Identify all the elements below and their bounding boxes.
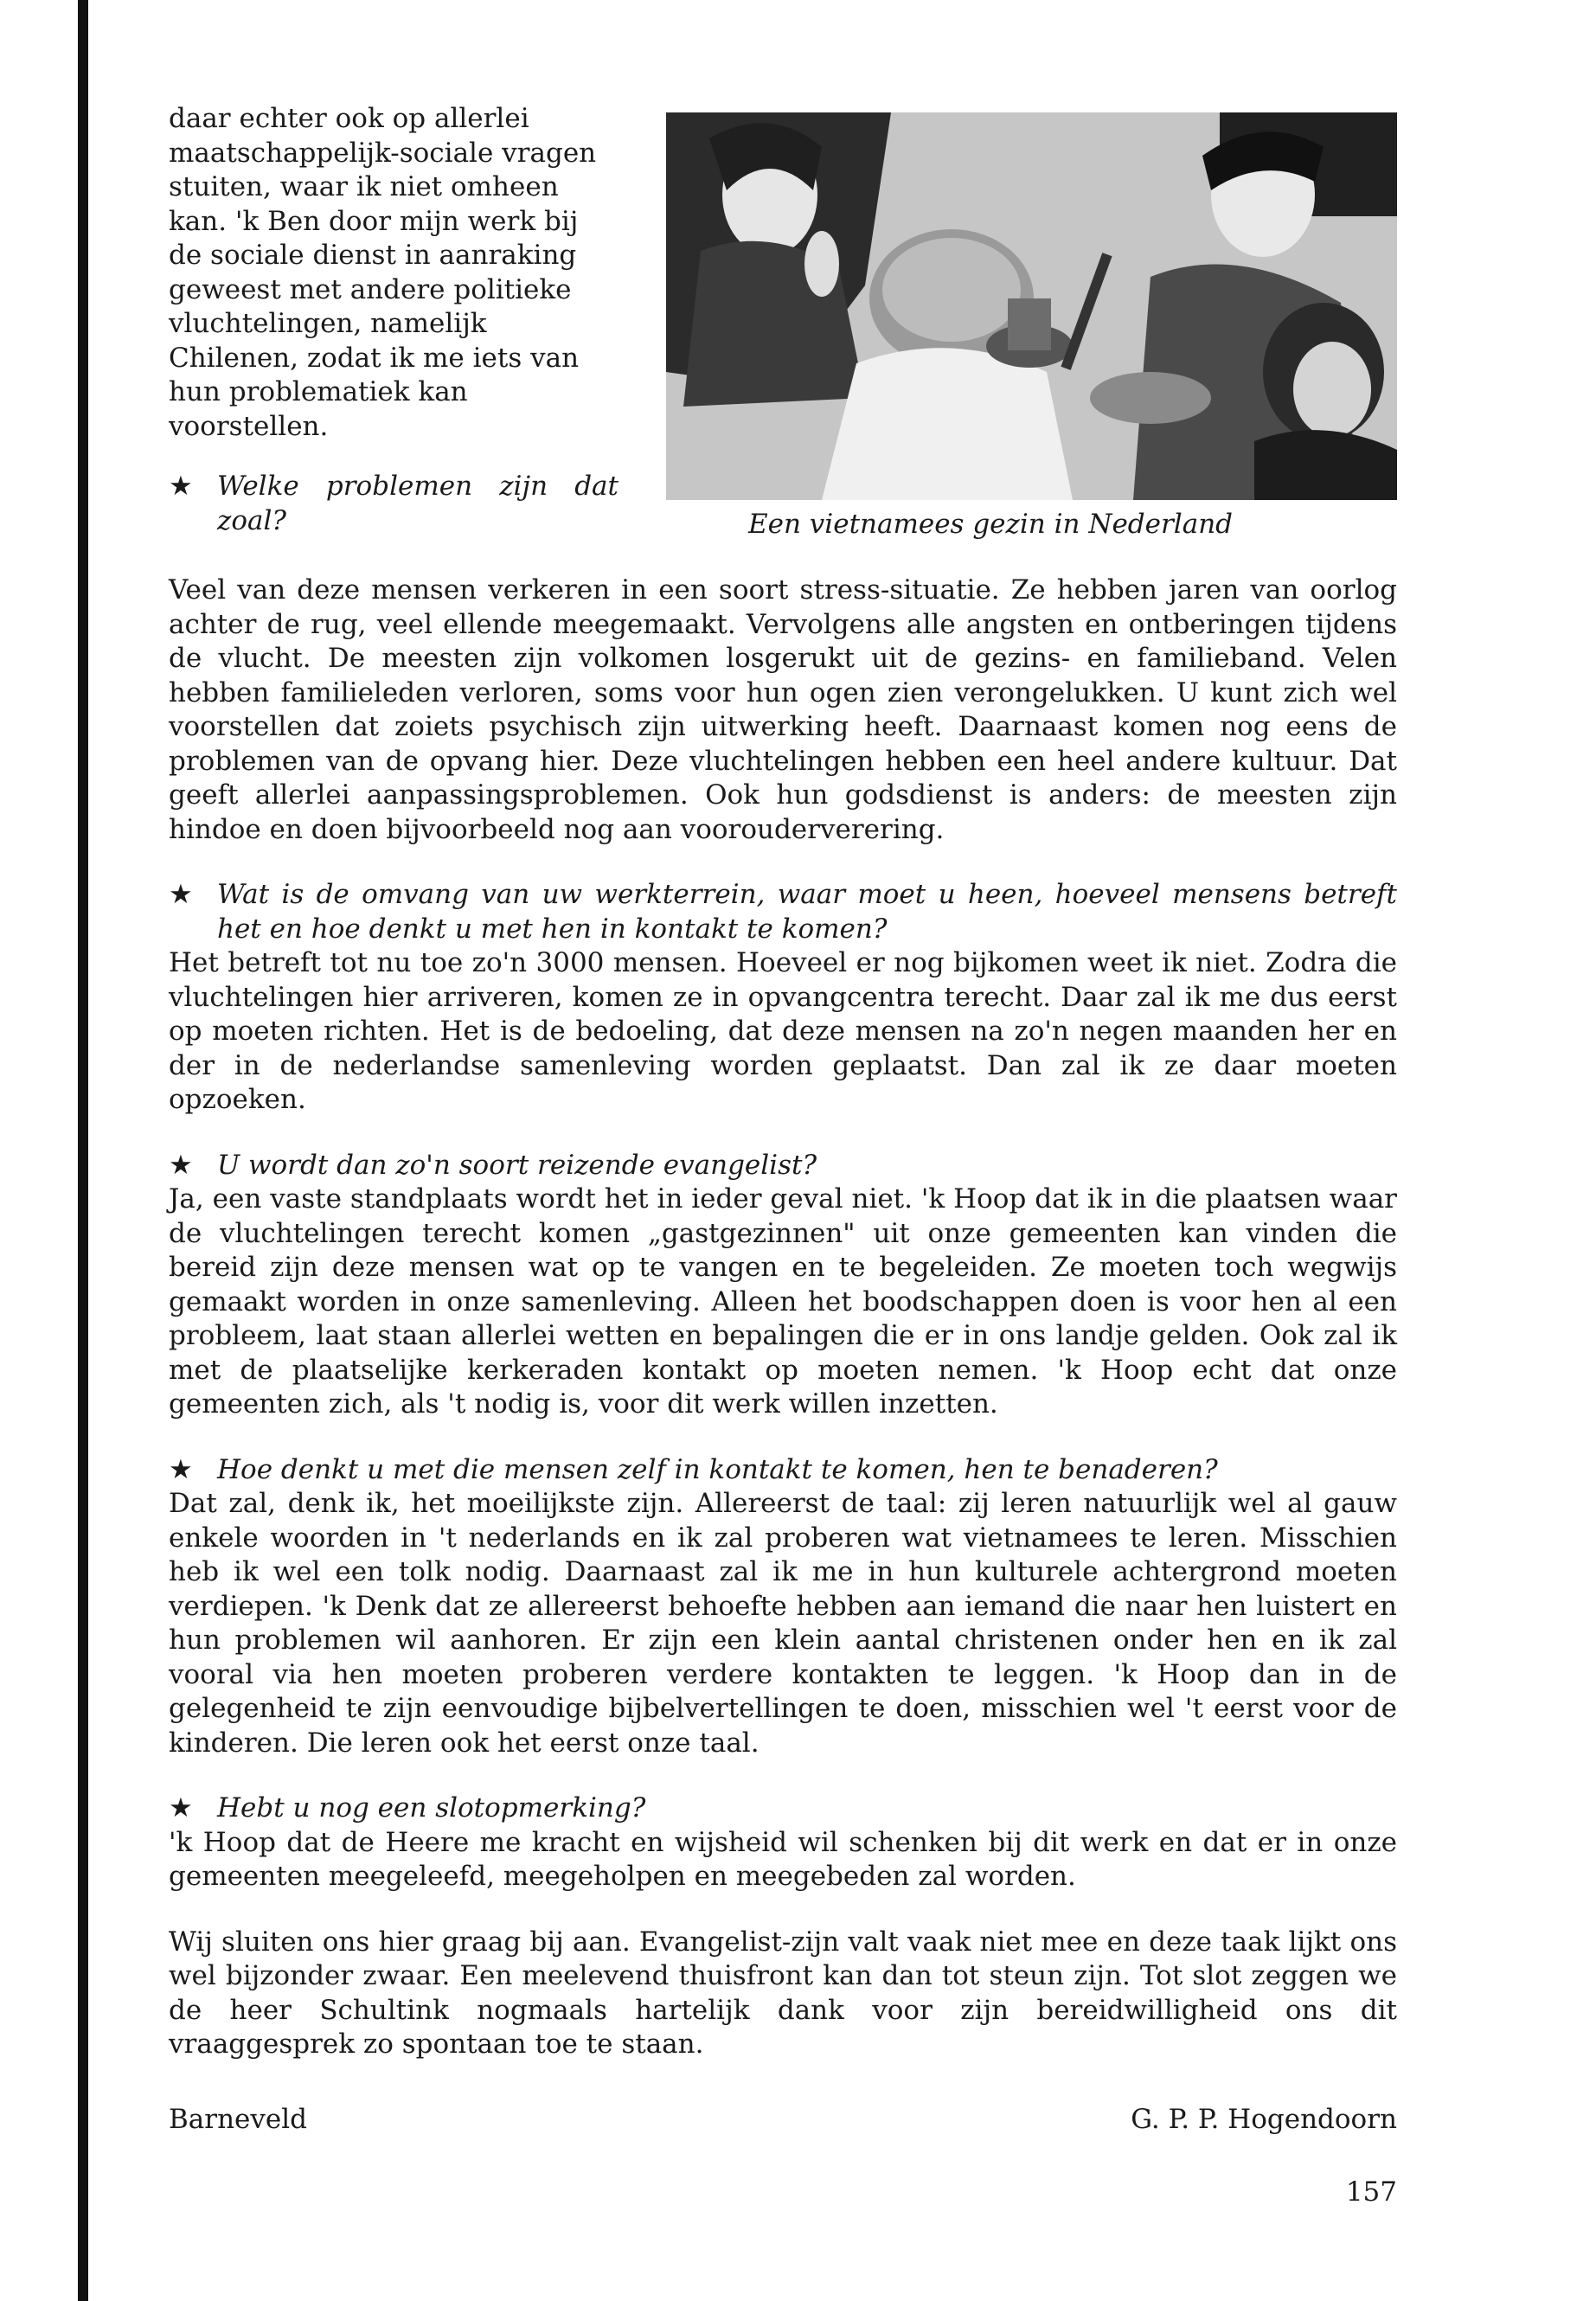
star-icon: ★	[169, 1792, 193, 1823]
section-2-answer: Het betreft tot nu toe zo'n 3000 mensen. Hoeveel er nog bijkomen weet ik niet. Zodra die vluchtelingen hier arriveren, komen ze in opvangcentra terecht. Daar zal ik me dus eerst op moeten richten. Het is de bedoeling, dat deze mensen na zo'n negen maanden her en der in de nederlandse samenleving worden geplaatst. Dan zal ik ze daar moeten opzoeken.	[169, 947, 1397, 1115]
star-icon: ★	[169, 1149, 193, 1181]
family-photo-image	[666, 112, 1397, 500]
intro-paragraph: daar echter ook op allerlei maatschappelijk-sociale vragen stuiten, waar ik niet omheen kan. 'k Ben door mijn werk bij de sociale dienst in aanraking geweest met andere politieke vluchtelingen, namelijk Chilenen, zodat ik me iets van hun problematiek kan voorstellen.	[169, 103, 597, 442]
article-page	[169, 102, 1397, 2208]
binding-edge	[78, 0, 88, 2301]
body-flow	[169, 574, 1397, 2208]
question-text: Wat is de omvang van uw werkterrein, waar moet u heen, hoeveel mensens betreft het en hoe denkt u met hen in kontakt te komen?	[217, 879, 1397, 945]
photo-caption: Een vietnamees gezin in Nederland	[748, 509, 1233, 540]
section-1-answer: Veel van deze mensen verkeren in een soort stress-situatie. Ze hebben jaren van oorlog achter de rug, veel ellende meegemaakt. Vervolgens alle angsten en ontberingen tijdens de vlucht. De meesten zijn volkomen losgerukt uit de gezins- en familieband. Velen hebben familieleden verloren, soms voor hun ogen zien verongelukken. U kunt zich wel voorstellen dat zoiets psychisch zijn uitwerking heeft. Daarnaast komen nog eens de problemen van de opvang hier. Deze vluchtelingen hebben een heel andere kultuur. Dat geeft allerlei aanpassingsproblemen. Ook hun godsdienst is anders: de meesten zijn hindoe en doen bijvoorbeeld nog aan voorouderverering.	[169, 574, 1397, 845]
star-icon: ★	[169, 1453, 193, 1485]
section-4-answer: Dat zal, denk ik, het moeilijkste zijn. Allereerst de taal: zij leren natuurlijk wel al gauw enkele woorden in 't nederlands en ik zal proberen wat vietnamees te leren. Misschien heb ik wel een tolk nodig. Daarnaast zal ik me in hun kulturele achtergrond moeten verdiepen. 'k Denk dat ze allereerst behoefte hebben aan iemand die naar hen luistert en hun problemen wil aanhoren. Er zijn een klein aantal christenen onder hen en ik zal vooral via hen moeten proberen verdere kontakten te leggen. 'k Hoop dan in de gelegenheid te zijn eenvoudige bijbelvertellingen te doen, misschien wel 't eerst voor de kinderen. Die leren ook het eerst onze taal.	[169, 1488, 1397, 1759]
question-text: U wordt dan zo'n soort reizende evangelist?	[217, 1149, 817, 1181]
question-text: Welke problemen zijn dat zoal?	[217, 471, 619, 536]
star-icon: ★	[169, 471, 193, 502]
section-1-question	[169, 470, 619, 538]
signature-row	[169, 2104, 1397, 2135]
section-3-question	[169, 1149, 1397, 1183]
section-5-question	[169, 1791, 1397, 1826]
star-icon: ★	[169, 879, 193, 910]
question-text: Hebt u nog een slotopmerking?	[217, 1792, 646, 1823]
closing-paragraph: Wij sluiten ons hier graag bij aan. Evangelist-zijn valt vaak niet mee en deze taak lijkt ons wel bijzonder zwaar. Een meelevend thuisfront kan dan tot steun zijn. Tot slot zeggen we de heer Schultink nogmaals hartelijk dank voor zijn bereidwilligheid ons dit vraaggesprek zo spontaan toe te staan.	[169, 1926, 1397, 2060]
author-name: G. P. P. Hogendoorn	[1131, 2103, 1397, 2135]
section-3-answer: Ja, een vaste standplaats wordt het in ieder geval niet. 'k Hoop dat ik in die plaatsen waar de vluchtelingen terecht komen „gastgezinnen" uit onze gemeenten kan vinden die bereid zijn deze mensen wat op te vangen en te begeleiden. Ze moeten toch wegwijs gemaakt worden in onze samenleving. Alleen het boodschappen doen is voor hen al een probleem, laat staan allerlei wetten en bepalingen die er in ons landje gelden. Ook zal ik met de plaatselijke kerkeraden kontakt op moeten nemen. 'k Hoop echt dat onze gemeenten zich, als 't nodig is, voor dit werk willen inzetten.	[169, 1183, 1397, 1420]
family-photo	[666, 112, 1397, 500]
question-text: Hoe denkt u met die mensen zelf in kontakt te komen, hen te benaderen?	[217, 1453, 1218, 1485]
section-5-answer: 'k Hoop dat de Heere me kracht en wijsheid wil schenken bij dit werk en dat er in onze gemeenten meegeleefd, meegeholpen en meegebeden zal worden.	[169, 1826, 1397, 1892]
place-name: Barneveld	[169, 2103, 308, 2135]
section-4-question	[169, 1453, 1397, 1488]
page-number: 157	[1345, 2176, 1397, 2208]
section-2-question	[169, 878, 1397, 946]
section-1-question-block	[169, 470, 619, 538]
